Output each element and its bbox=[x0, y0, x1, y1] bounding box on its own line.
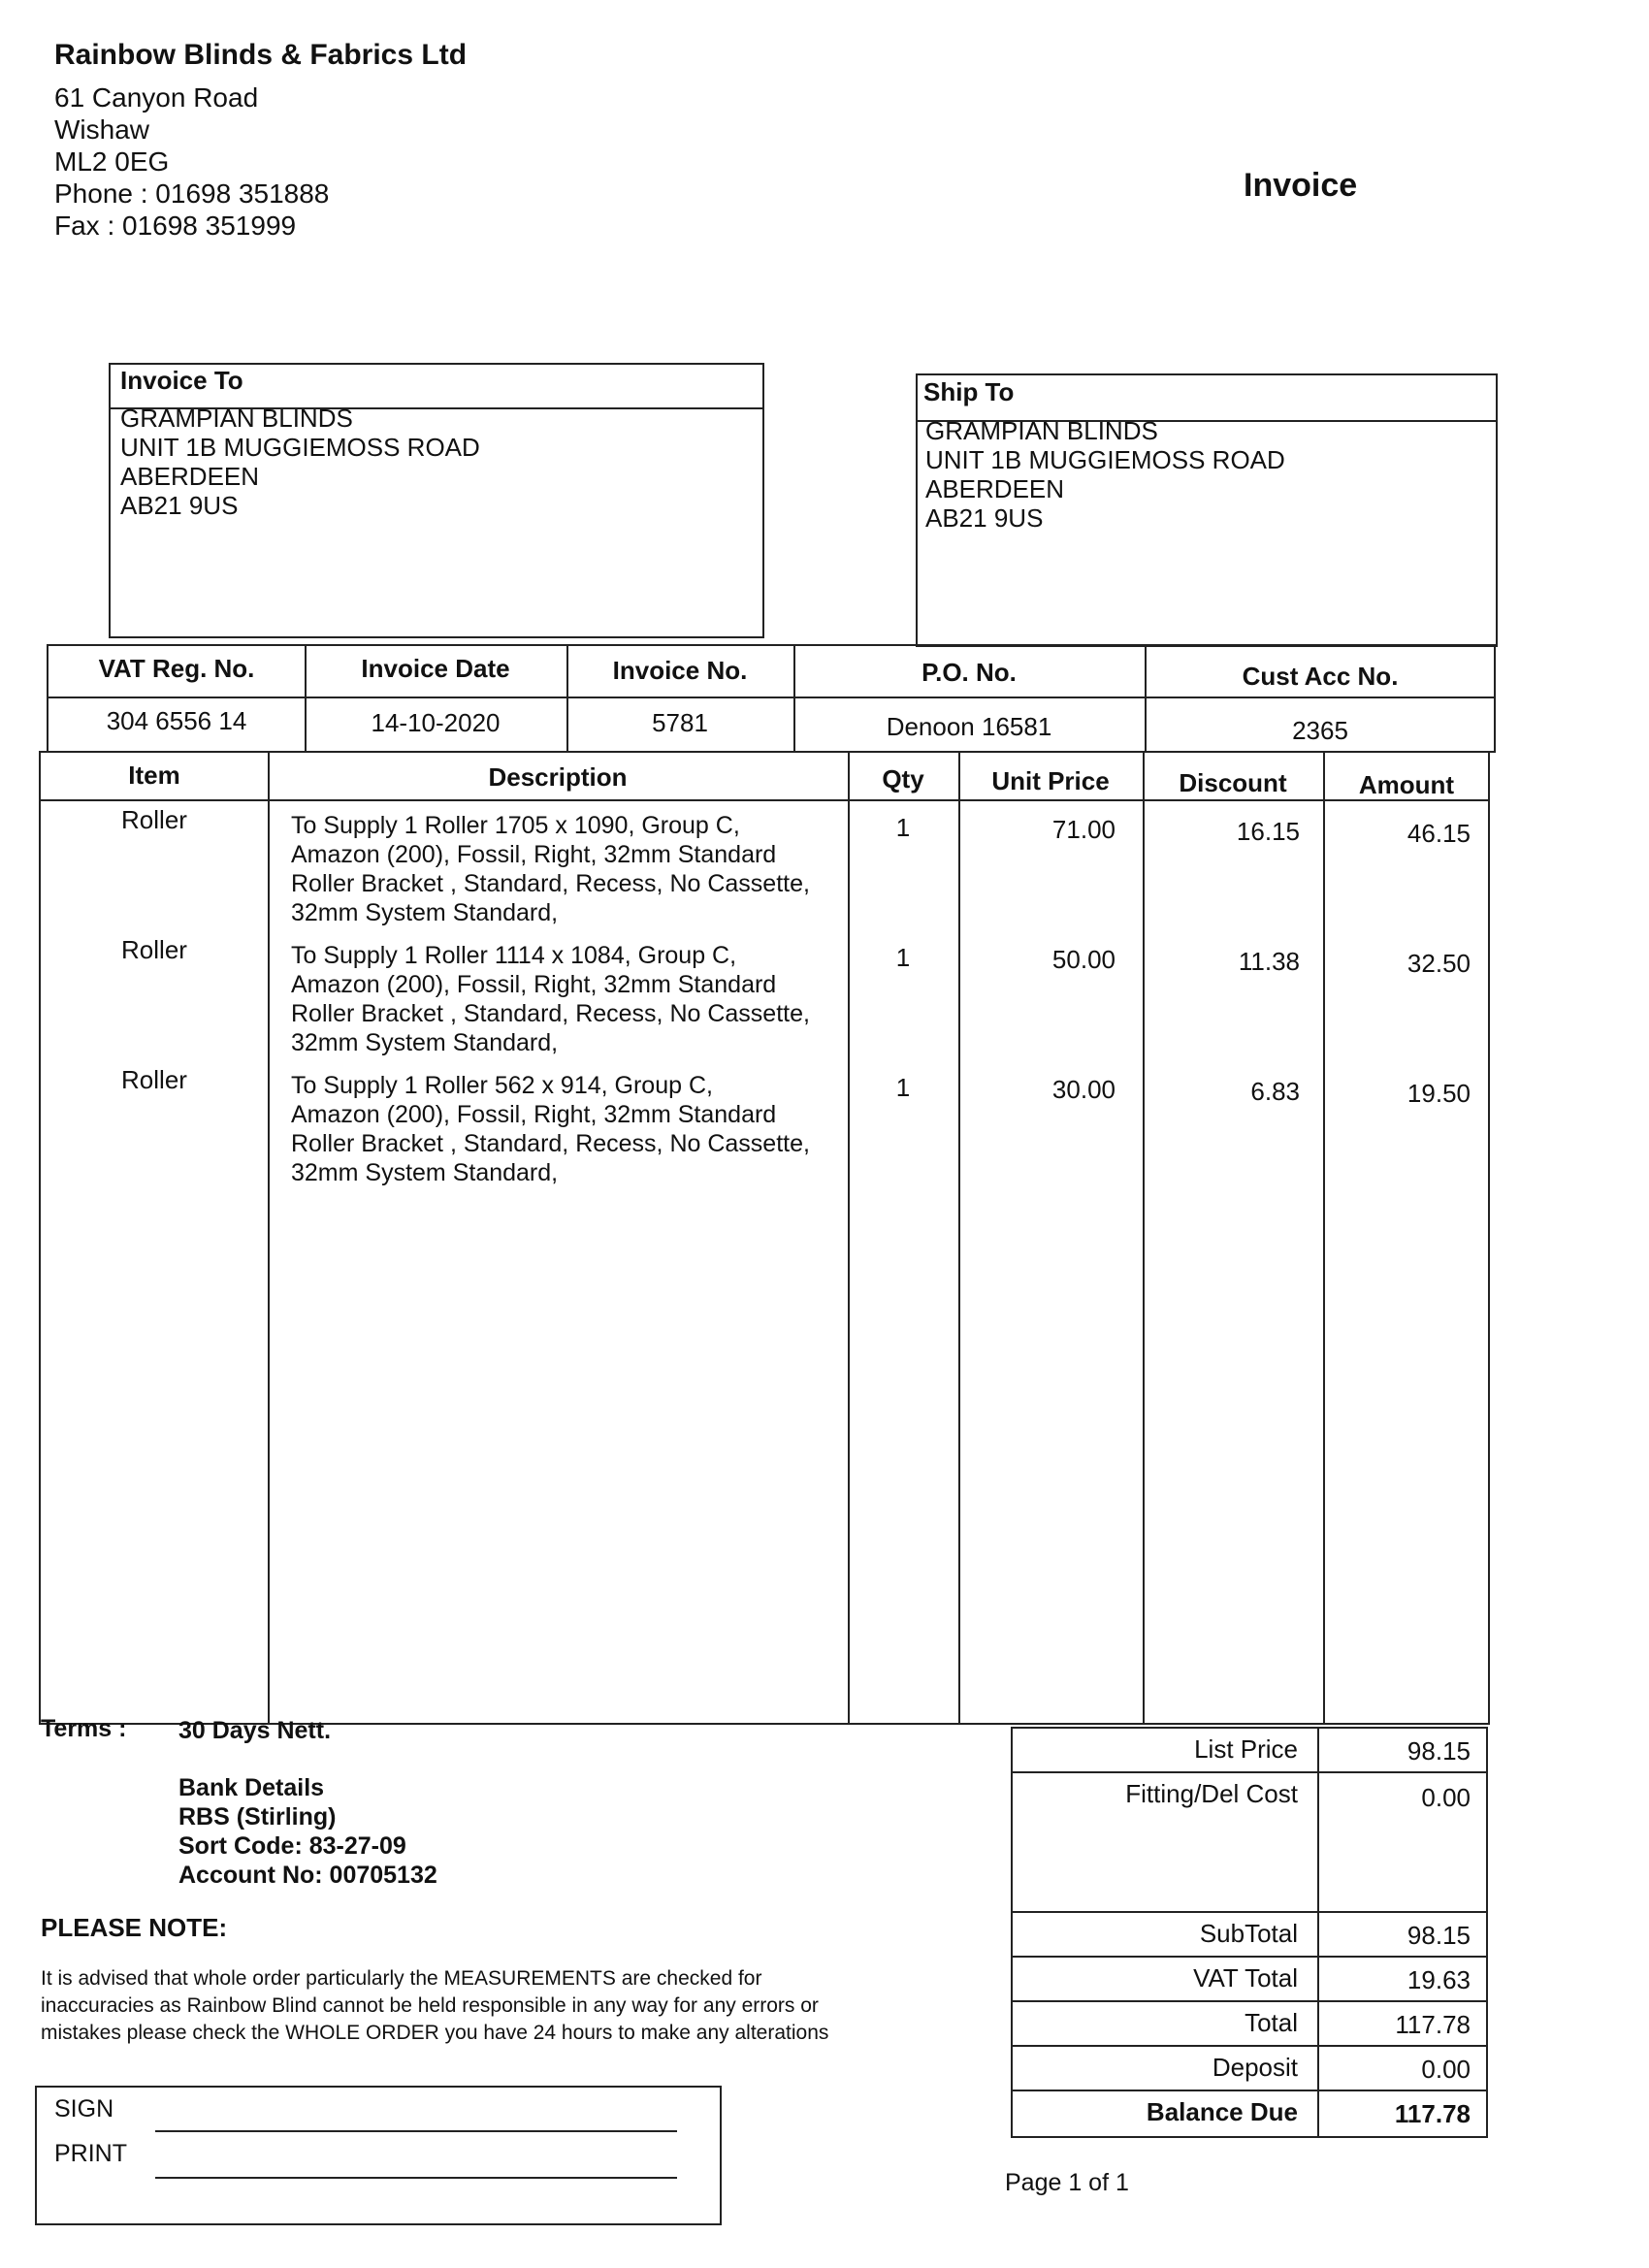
document-title: Invoice bbox=[1244, 167, 1358, 204]
note-line: inaccuracies as Rainbow Blind cannot be held responsible in any way for any errors or bbox=[41, 1994, 819, 2017]
description-line: To Supply 1 Roller 1114 x 1084, Group C, bbox=[291, 942, 737, 969]
divider bbox=[848, 753, 850, 1723]
divider bbox=[1013, 2045, 1486, 2047]
address-line: ABERDEEN bbox=[120, 462, 260, 491]
description-header: Description bbox=[488, 762, 628, 792]
description-line: Roller Bracket , Standard, Recess, No Cassette, bbox=[291, 1130, 810, 1157]
balance-due-label: Balance Due bbox=[1146, 2097, 1298, 2126]
row-item: Roller bbox=[121, 1065, 187, 1094]
row-unit-price: 71.00 bbox=[1051, 815, 1116, 844]
vat-total-value: 19.63 bbox=[1406, 1965, 1471, 1994]
description-line: Roller Bracket , Standard, Recess, No Cassette, bbox=[291, 870, 810, 897]
description-line: Amazon (200), Fossil, Right, 32mm Standard bbox=[291, 971, 777, 998]
item-header: Item bbox=[128, 761, 180, 790]
description-line: Roller Bracket , Standard, Recess, No Cassette, bbox=[291, 1000, 810, 1027]
row-qty: 1 bbox=[895, 1073, 911, 1102]
sign-line[interactable] bbox=[155, 2130, 677, 2132]
address-line: UNIT 1B MUGGIEMOSS ROAD bbox=[925, 445, 1285, 474]
unit-price-header: Unit Price bbox=[991, 766, 1110, 795]
print-line[interactable] bbox=[155, 2177, 677, 2179]
divider bbox=[1013, 1911, 1486, 1913]
description-line: To Supply 1 Roller 1705 x 1090, Group C, bbox=[291, 812, 740, 839]
note-line: mistakes please check the WHOLE ORDER you have 24 hours to make any alterations bbox=[41, 2022, 829, 2044]
vat-total-label: VAT Total bbox=[1193, 1963, 1298, 1993]
company-fax: Fax : 01698 351999 bbox=[54, 211, 297, 241]
divider bbox=[1013, 2000, 1486, 2002]
row-item: Roller bbox=[121, 805, 187, 834]
company-address-line: Wishaw bbox=[54, 114, 150, 145]
row-description bbox=[291, 941, 810, 1057]
invoice-to-label: Invoice To bbox=[120, 366, 243, 395]
subtotal-label: SubTotal bbox=[1199, 1919, 1298, 1948]
deposit-value: 0.00 bbox=[1421, 2055, 1471, 2084]
row-discount: 11.38 bbox=[1238, 947, 1300, 976]
invoice-date-value: 14-10-2020 bbox=[371, 708, 501, 737]
divider bbox=[1143, 753, 1145, 1723]
divider bbox=[41, 799, 1488, 801]
company-address-line: ML2 0EG bbox=[54, 146, 170, 177]
description-line: 32mm System Standard, bbox=[291, 1159, 559, 1186]
invoice-no-header: Invoice No. bbox=[612, 656, 748, 685]
address-line: GRAMPIAN BLINDS bbox=[120, 404, 353, 433]
divider bbox=[1323, 753, 1325, 1723]
invoice-info-table bbox=[47, 644, 1496, 753]
address-line: AB21 9US bbox=[925, 503, 1044, 533]
qty-header: Qty bbox=[882, 764, 924, 794]
divider bbox=[1013, 1771, 1486, 1773]
total-label: Total bbox=[1245, 2008, 1298, 2037]
divider bbox=[1013, 2090, 1486, 2091]
divider bbox=[268, 753, 270, 1723]
bank-details bbox=[178, 1773, 437, 1890]
description-line: 32mm System Standard, bbox=[291, 1029, 559, 1056]
ship-to-box bbox=[916, 373, 1498, 647]
list-price-value: 98.15 bbox=[1406, 1736, 1471, 1766]
divider bbox=[958, 753, 960, 1723]
row-unit-price: 50.00 bbox=[1051, 945, 1116, 974]
fitting-value: 0.00 bbox=[1421, 1783, 1471, 1812]
divider bbox=[1013, 1956, 1486, 1958]
signature-box bbox=[35, 2086, 722, 2225]
vat-reg-value: 304 6556 14 bbox=[106, 706, 247, 735]
row-item: Roller bbox=[121, 935, 187, 964]
vat-reg-header: VAT Reg. No. bbox=[98, 654, 255, 683]
row-discount: 6.83 bbox=[1250, 1077, 1300, 1106]
ship-to-label: Ship To bbox=[923, 377, 1015, 406]
description-line: To Supply 1 Roller 562 x 914, Group C, bbox=[291, 1072, 713, 1099]
cust-acc-header: Cust Acc No. bbox=[1242, 662, 1399, 691]
invoice-to-box bbox=[109, 363, 764, 638]
address-line: ABERDEEN bbox=[925, 474, 1065, 503]
po-no-header: P.O. No. bbox=[922, 658, 1017, 687]
balance-due-value: 117.78 bbox=[1394, 2099, 1471, 2128]
note-line: It is advised that whole order particularly the MEASUREMENTS are checked for bbox=[41, 1967, 762, 1990]
subtotal-value: 98.15 bbox=[1406, 1921, 1471, 1950]
divider bbox=[48, 697, 1494, 698]
terms-value: 30 Days Nett. bbox=[178, 1717, 332, 1744]
totals-box bbox=[1011, 1727, 1488, 2138]
company-address-line: 61 Canyon Road bbox=[54, 82, 259, 113]
company-phone: Phone : 01698 351888 bbox=[54, 178, 330, 209]
row-amount: 19.50 bbox=[1406, 1079, 1471, 1108]
print-label: PRINT bbox=[54, 2140, 127, 2167]
row-discount: 16.15 bbox=[1236, 817, 1300, 846]
total-value: 117.78 bbox=[1395, 2010, 1471, 2039]
invoice-no-value: 5781 bbox=[652, 708, 708, 737]
row-description bbox=[291, 1071, 810, 1187]
bank-line: Bank Details bbox=[178, 1774, 325, 1801]
list-price-label: List Price bbox=[1194, 1734, 1298, 1764]
address-line: UNIT 1B MUGGIEMOSS ROAD bbox=[120, 433, 480, 462]
terms-label: Terms : bbox=[41, 1715, 127, 1742]
row-amount: 32.50 bbox=[1406, 949, 1471, 978]
row-amount: 46.15 bbox=[1406, 819, 1471, 848]
invoice-date-header: Invoice Date bbox=[361, 654, 510, 683]
note-text bbox=[41, 1965, 828, 2047]
description-line: 32mm System Standard, bbox=[291, 899, 559, 926]
amount-header: Amount bbox=[1358, 770, 1455, 799]
bank-line: RBS (Stirling) bbox=[178, 1803, 337, 1831]
address-line: AB21 9US bbox=[120, 491, 239, 520]
address-line: GRAMPIAN BLINDS bbox=[925, 416, 1158, 445]
company-name: Rainbow Blinds & Fabrics Ltd bbox=[54, 39, 468, 71]
row-unit-price: 30.00 bbox=[1051, 1075, 1116, 1104]
deposit-label: Deposit bbox=[1212, 2053, 1298, 2082]
items-table bbox=[39, 751, 1490, 1725]
note-title: PLEASE NOTE: bbox=[41, 1913, 228, 1942]
po-no-value: Denoon 16581 bbox=[886, 712, 1052, 741]
page-number: Page 1 of 1 bbox=[1005, 2169, 1129, 2196]
bank-line: Sort Code: 83-27-09 bbox=[178, 1832, 406, 1860]
description-line: Amazon (200), Fossil, Right, 32mm Standard bbox=[291, 841, 777, 868]
cust-acc-value: 2365 bbox=[1292, 716, 1348, 745]
description-line: Amazon (200), Fossil, Right, 32mm Standard bbox=[291, 1101, 777, 1128]
invoice-to-address bbox=[120, 404, 480, 520]
discount-header: Discount bbox=[1179, 768, 1287, 797]
company-address bbox=[54, 81, 329, 242]
ship-to-address bbox=[925, 416, 1285, 533]
row-qty: 1 bbox=[895, 943, 911, 972]
sign-label: SIGN bbox=[54, 2095, 114, 2122]
row-qty: 1 bbox=[895, 813, 911, 842]
bank-line: Account No: 00705132 bbox=[178, 1862, 437, 1889]
row-description bbox=[291, 811, 810, 927]
fitting-label: Fitting/Del Cost bbox=[1125, 1779, 1298, 1808]
